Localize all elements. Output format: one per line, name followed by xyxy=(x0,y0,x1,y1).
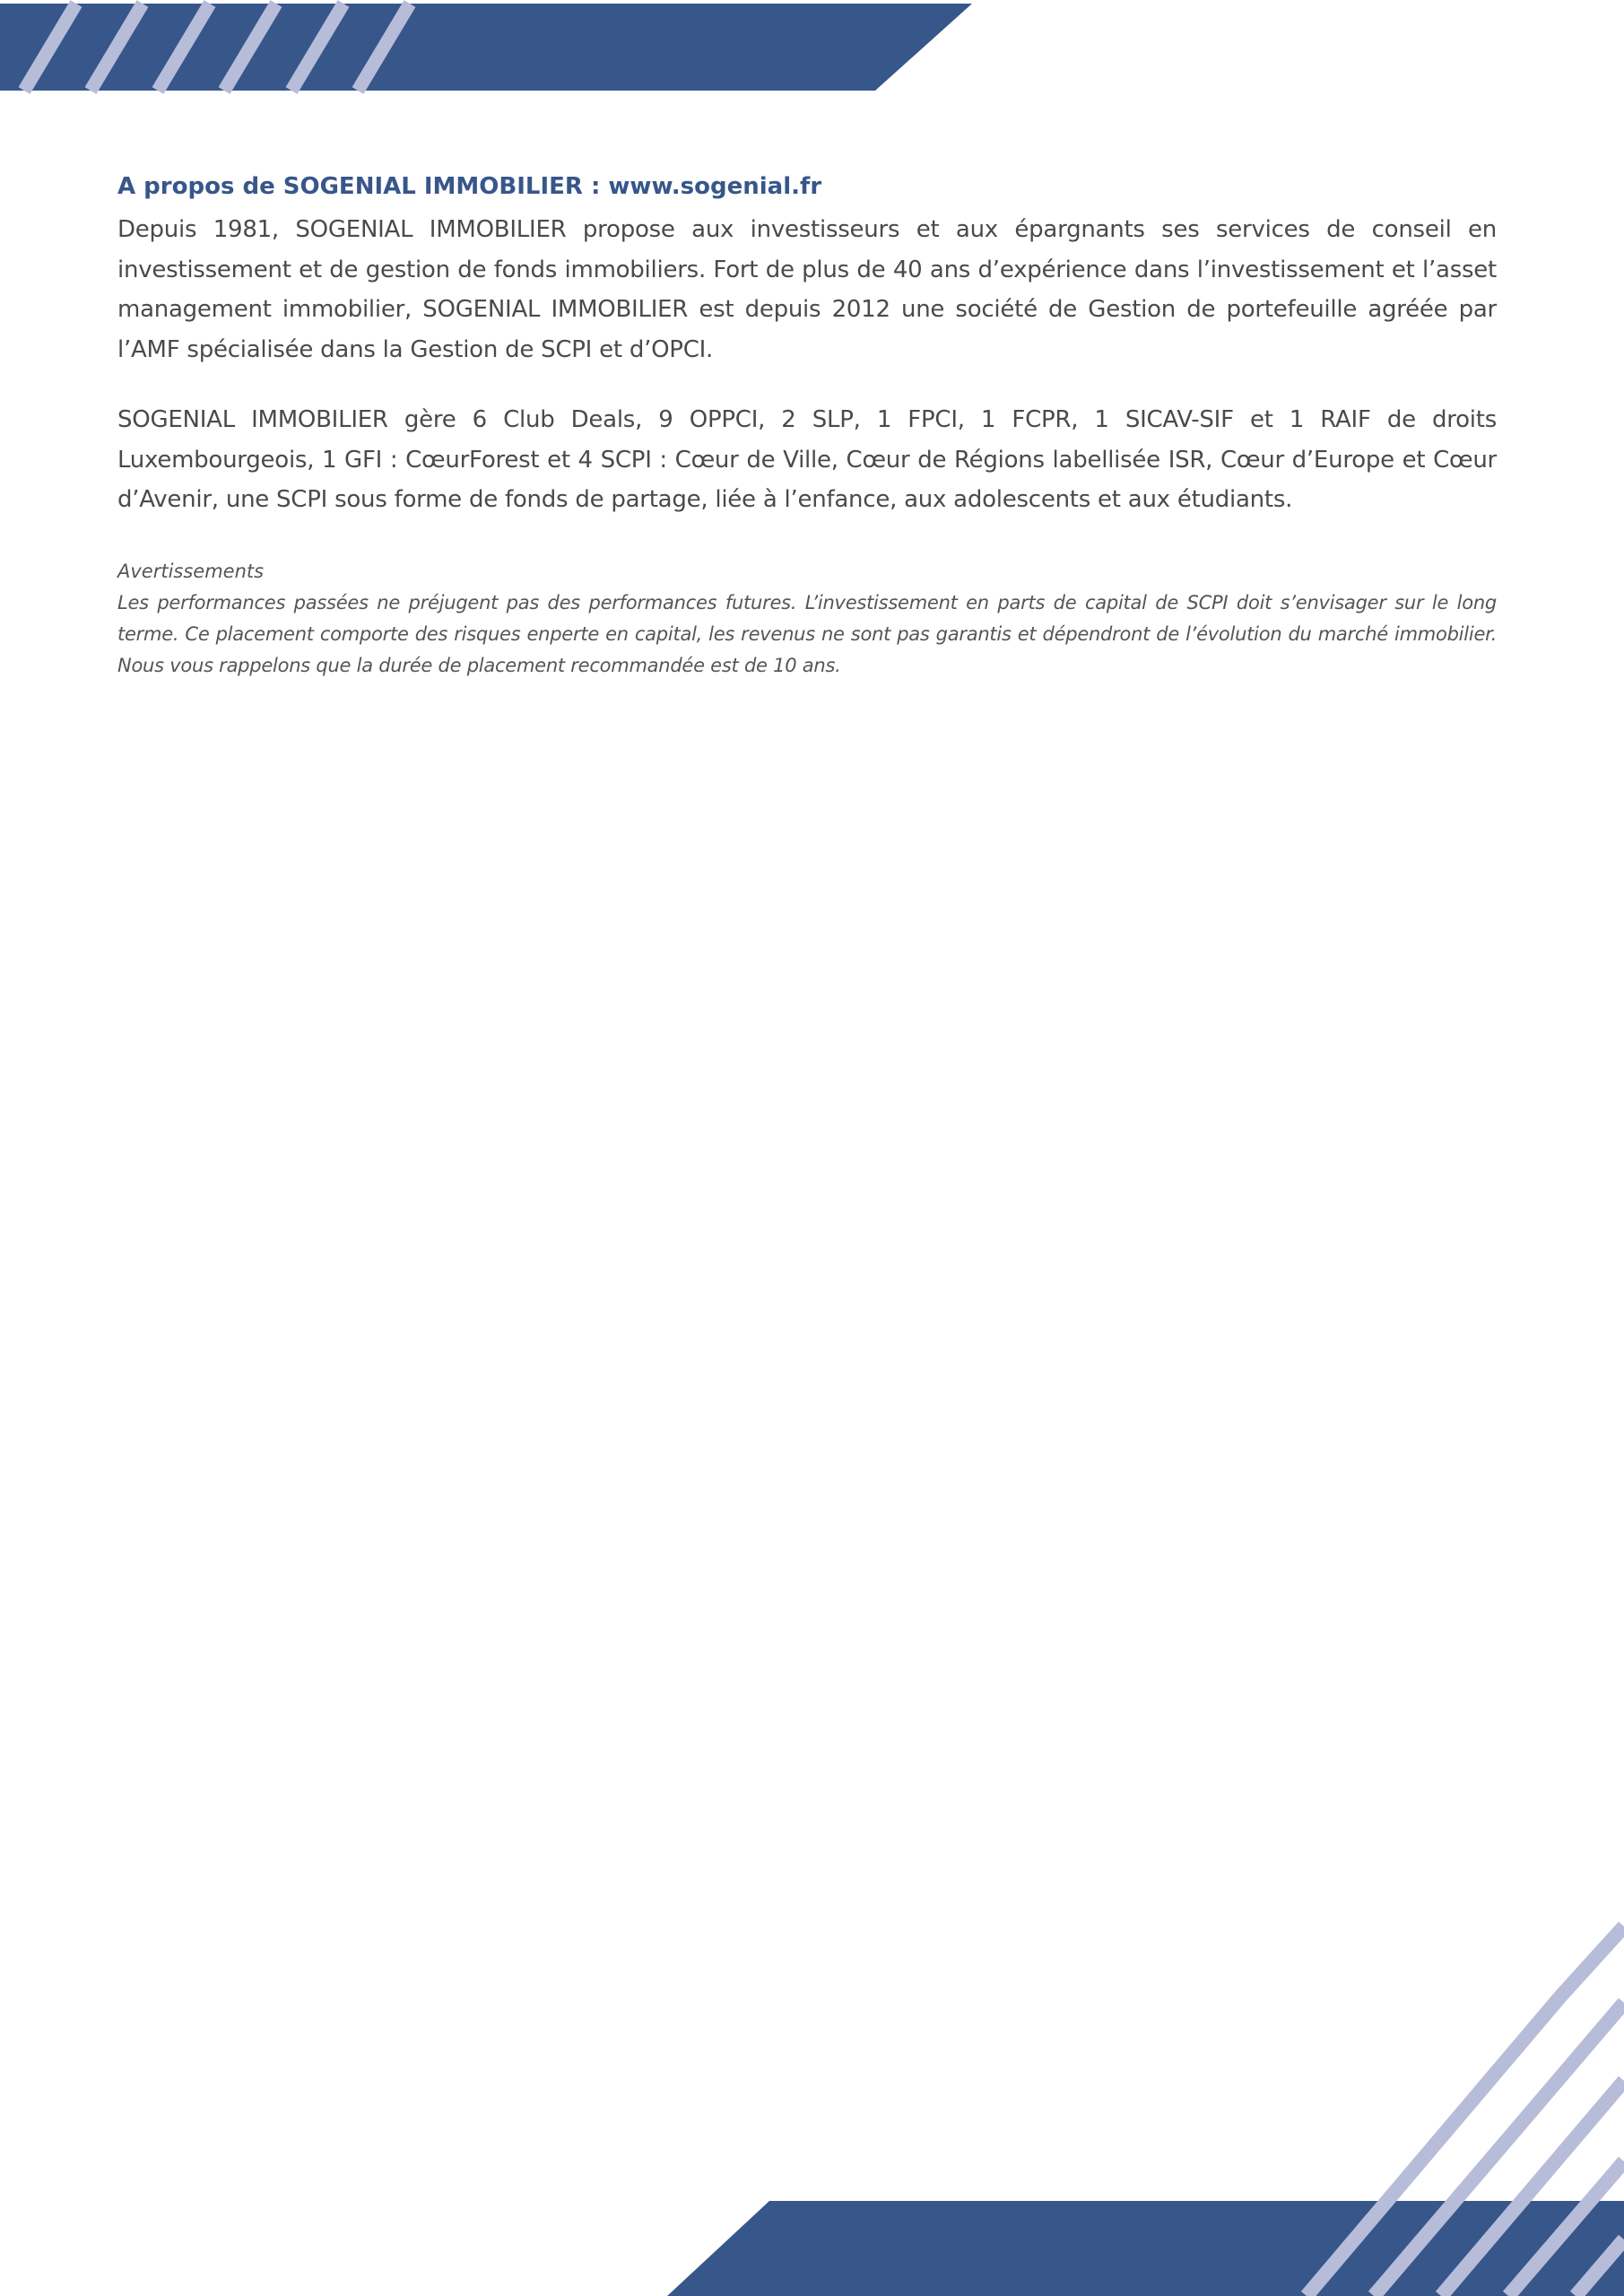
bottom-banner-band xyxy=(667,2201,1624,2296)
top-stripe-banner xyxy=(0,0,986,99)
bottom-banner-stripes xyxy=(1307,1926,1624,2296)
bottom-stripe xyxy=(1508,2161,1624,2296)
top-banner-band xyxy=(0,4,972,91)
bottom-stripe xyxy=(1374,2003,1624,2296)
warnings-text: Les performances passées ne préjugent pas des performances futures. L’investissement en parts de capital de SCPI doit s’envisager sur le long terme. Ce placement comporte des risques enperte en capital, les revenus ne sont pas garantis et dépendront de l’évolution du marché immobilier. Nous vous rappelons que la durée de placement recommandée est de 10 ans. xyxy=(117,591,1497,676)
document-body xyxy=(117,169,1497,682)
about-paragraph-funds: SOGENIAL IMMOBILIER gère 6 Club Deals, 9 OPPCI, 2 SLP, 1 FPCI, 1 FCPR, 1 SICAV-SIF et 1 RAIF de droits Luxembourgeois, 1 GFI : CœurForest et 4 SCPI : Cœur de Ville, Cœur de Régions labellisée ISR, Cœur d’Europe et Cœur d’Avenir, une SCPI sous forme de fonds de partage, liée à l’enfance, aux adolescents et aux étudiants. xyxy=(117,406,1497,513)
warnings-title: Avertissements xyxy=(117,560,265,582)
about-paragraph-history: Depuis 1981, SOGENIAL IMMOBILIER propose aux investisseurs et aux épargnants ses services de conseil en investissement et de gestion de fonds immobiliers. Fort de plus de 40 ans d’expérience dans l’investissement et l’asset management immobilier, SOGENIAL IMMOBILIER est depuis 2012 une société de Gestion de portefeuille agréée par l’AMF spécialisée dans la Gestion de SCPI et d’OPCI. xyxy=(117,216,1497,363)
bottom-stripe xyxy=(1576,2239,1624,2296)
bottom-stripe xyxy=(1441,2081,1624,2296)
about-heading: A propos de SOGENIAL IMMOBILIER : www.sogenial.fr xyxy=(117,173,822,200)
bottom-stripe xyxy=(1307,1926,1624,2296)
